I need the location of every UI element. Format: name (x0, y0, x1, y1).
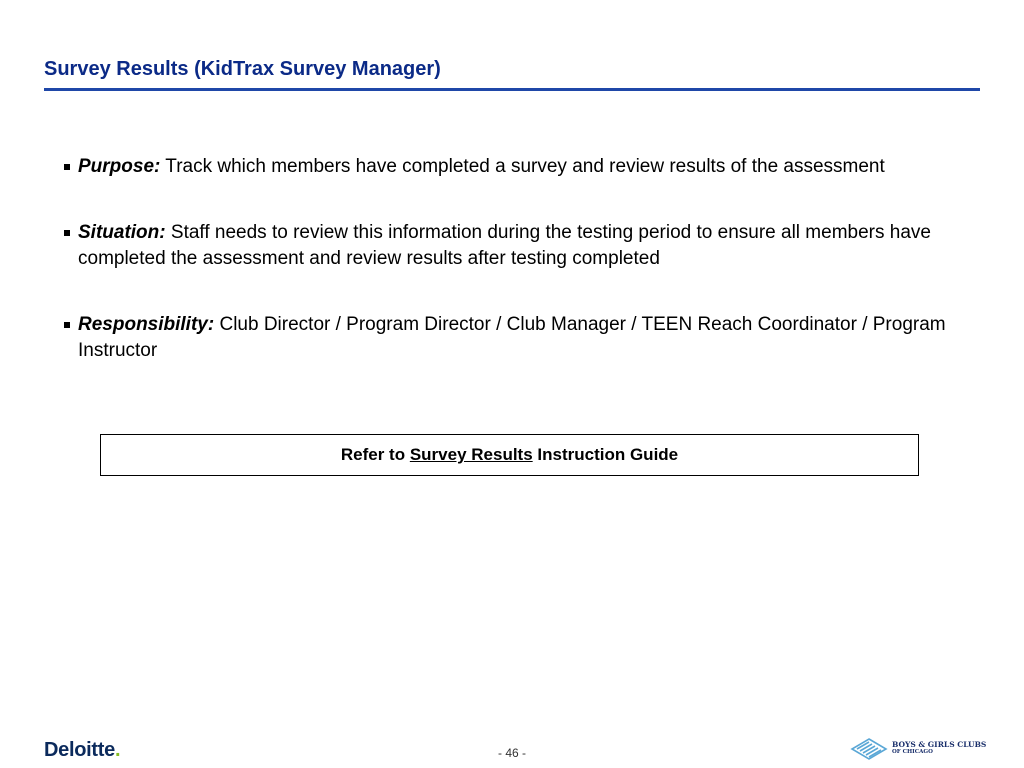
callout-prefix: Refer to (340, 445, 406, 464)
bullet-label: Responsibility: (78, 314, 215, 335)
bgc-logo-line2: OF CHICAGO (892, 749, 933, 755)
square-bullet-icon (64, 164, 70, 170)
survey-results-link[interactable]: Survey Results (409, 445, 533, 464)
page-number: - 46 - (497, 746, 526, 760)
deloitte-logo-dot: . (114, 739, 121, 761)
bullet-situation (64, 220, 974, 272)
bgc-logo-line1: BOYS & GIRLS CLUBS (892, 740, 987, 749)
bullet-list (64, 154, 974, 404)
square-bullet-icon (64, 230, 70, 236)
title-underline (44, 88, 980, 91)
page-title: Survey Results (KidTrax Survey Manager) (44, 58, 441, 80)
bullet-text: Club Director / Program Director / Club Manager / TEEN Reach Coordinator / Program Instructor (78, 314, 946, 361)
instruction-guide-callout (100, 434, 919, 476)
bgc-diamond-logo-icon (850, 737, 888, 761)
callout-suffix: Instruction Guide (537, 445, 679, 464)
square-bullet-icon (64, 322, 70, 328)
bullet-text: Staff needs to review this information during the testing period to ensure all members have completed the assessment and review results after testing completed (78, 222, 931, 269)
bullet-responsibility (64, 312, 974, 364)
bullet-label: Situation: (78, 222, 166, 243)
bgc-logo (850, 737, 987, 761)
bullet-label: Purpose: (78, 156, 161, 177)
deloitte-logo-text: Deloitte (44, 739, 115, 761)
bullet-purpose (64, 154, 974, 180)
bullet-text: Track which members have completed a survey and review results of the assessment (165, 156, 885, 177)
